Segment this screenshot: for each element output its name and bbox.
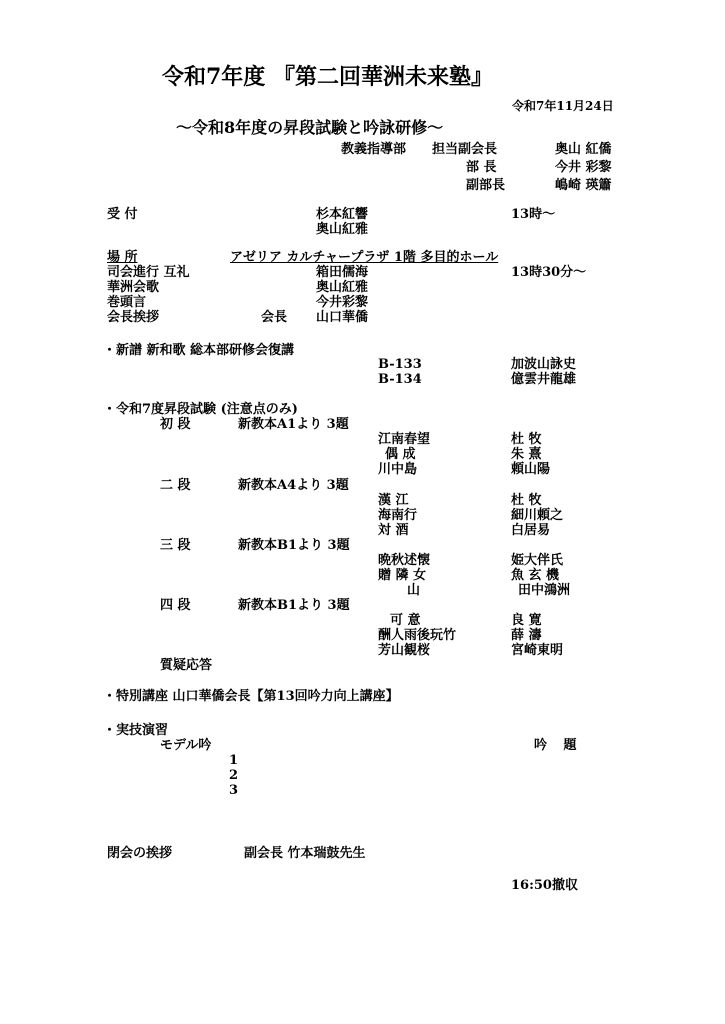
staff-name: 今井 彩黎: [555, 160, 612, 175]
exam-author: 朱 熹: [511, 447, 542, 462]
program-name: 奥山紅雅: [316, 280, 369, 295]
exam-author: 宮崎東明: [511, 643, 564, 658]
special-lecture: ・特別講座 山口華僑会長【第13回吟力向上講座】: [103, 689, 399, 704]
exam-poem: 山: [407, 583, 421, 598]
exam-poem: 江南春望: [378, 432, 431, 447]
practice-model: モデル吟: [160, 738, 212, 753]
exam-poem: 酬人雨後玩竹: [378, 628, 457, 643]
exam-poem: 海南行: [378, 508, 418, 523]
exam-heading: ・令和7度昇段試験 (注意点のみ): [103, 402, 298, 417]
reception-time: 13時～: [511, 207, 556, 222]
staff-role: 担当副会長: [432, 142, 498, 157]
exam-poem: 芳山観桜: [378, 643, 431, 658]
exam-author: 姫大伴氏: [511, 553, 564, 568]
staff-name: 嶋崎 瑛簫: [555, 178, 612, 193]
closing-label: 閉会の挨拶: [107, 846, 173, 861]
exam-qa: 質疑応答: [160, 658, 213, 673]
exam-poem: 贈 隣 女: [378, 568, 427, 583]
shinfu-code: B-134: [378, 372, 422, 387]
document-title: 令和7年度 『第二回華洲未来塾』: [162, 64, 493, 90]
program-name: 箱田儒海: [316, 265, 369, 280]
practice-item: 1: [229, 753, 239, 768]
practice-item: 3: [229, 783, 239, 798]
program-label: 会長挨拶: [107, 310, 160, 325]
end-time: 16:50撤収: [511, 878, 578, 893]
document-subtitle: ～令和8年度の昇段試験と吟詠研修～: [176, 118, 444, 137]
exam-poem: 晩秋述懐: [378, 553, 431, 568]
program-label: 司会進行 互礼: [107, 265, 190, 280]
exam-author: 杜 牧: [511, 432, 542, 447]
shinfu-author: 加波山詠史: [511, 357, 577, 372]
shinfu-code: B-133: [378, 357, 422, 372]
practice-col-header: 吟 題: [534, 738, 583, 753]
exam-author: 頼山陽: [511, 462, 551, 477]
venue-label: 場 所: [107, 250, 138, 265]
shinfu-author: 億雲井龍雄: [511, 372, 577, 387]
program-time: 13時30分～: [511, 265, 587, 280]
program-role: 会長: [261, 310, 288, 325]
document-date: 令和7年11月24日: [512, 99, 614, 113]
exam-poem: 可 意: [390, 613, 421, 628]
reception-label: 受 付: [107, 207, 138, 222]
staff-role: 部 長: [466, 160, 497, 175]
reception-name: 杉本紅響: [316, 207, 369, 222]
staff-dept: 教義指導部: [341, 142, 407, 157]
program-name: 山口華僑: [316, 310, 369, 325]
exam-author: 杜 牧: [511, 493, 542, 508]
practice-heading: ・実技演習: [103, 723, 169, 738]
exam-author: 魚 玄 機: [511, 568, 560, 583]
exam-book: 新教本A4より 3題: [238, 478, 349, 493]
exam-dan: 三 段: [160, 538, 191, 553]
exam-book: 新教本B1より 3題: [238, 598, 350, 613]
venue-value: アゼリア カルチャープラザ 1階 多目的ホール: [230, 250, 499, 265]
exam-book: 新教本A1より 3題: [238, 417, 349, 432]
staff-name: 奥山 紅僑: [555, 142, 612, 157]
exam-author: 良 寛: [511, 613, 542, 628]
exam-poem: 対 酒: [378, 523, 409, 538]
exam-dan: 四 段: [160, 598, 191, 613]
exam-author: 白居易: [511, 523, 551, 538]
exam-poem: 偶 成: [385, 447, 416, 462]
exam-poem: 漢 江: [378, 493, 409, 508]
shinfu-heading: ・新譜 新和歌 総本部研修会復講: [103, 343, 295, 358]
program-name: 今井彩黎: [316, 295, 369, 310]
reception-name: 奥山紅雅: [316, 222, 369, 237]
exam-author: 田中鴻洲: [518, 583, 571, 598]
exam-author: 細川頼之: [511, 508, 564, 523]
exam-dan: 初 段: [160, 417, 191, 432]
program-label: 巻頭言: [107, 295, 147, 310]
exam-book: 新教本B1より 3題: [238, 538, 350, 553]
exam-poem: 川中島: [378, 462, 418, 477]
exam-author: 薛 濤: [511, 628, 542, 643]
program-label: 華洲会歌: [107, 280, 160, 295]
practice-item: 2: [229, 768, 239, 783]
staff-role: 副部長: [466, 178, 506, 193]
exam-dan: 二 段: [160, 478, 191, 493]
closing-value: 副会長 竹本瑞鼓先生: [244, 846, 366, 861]
